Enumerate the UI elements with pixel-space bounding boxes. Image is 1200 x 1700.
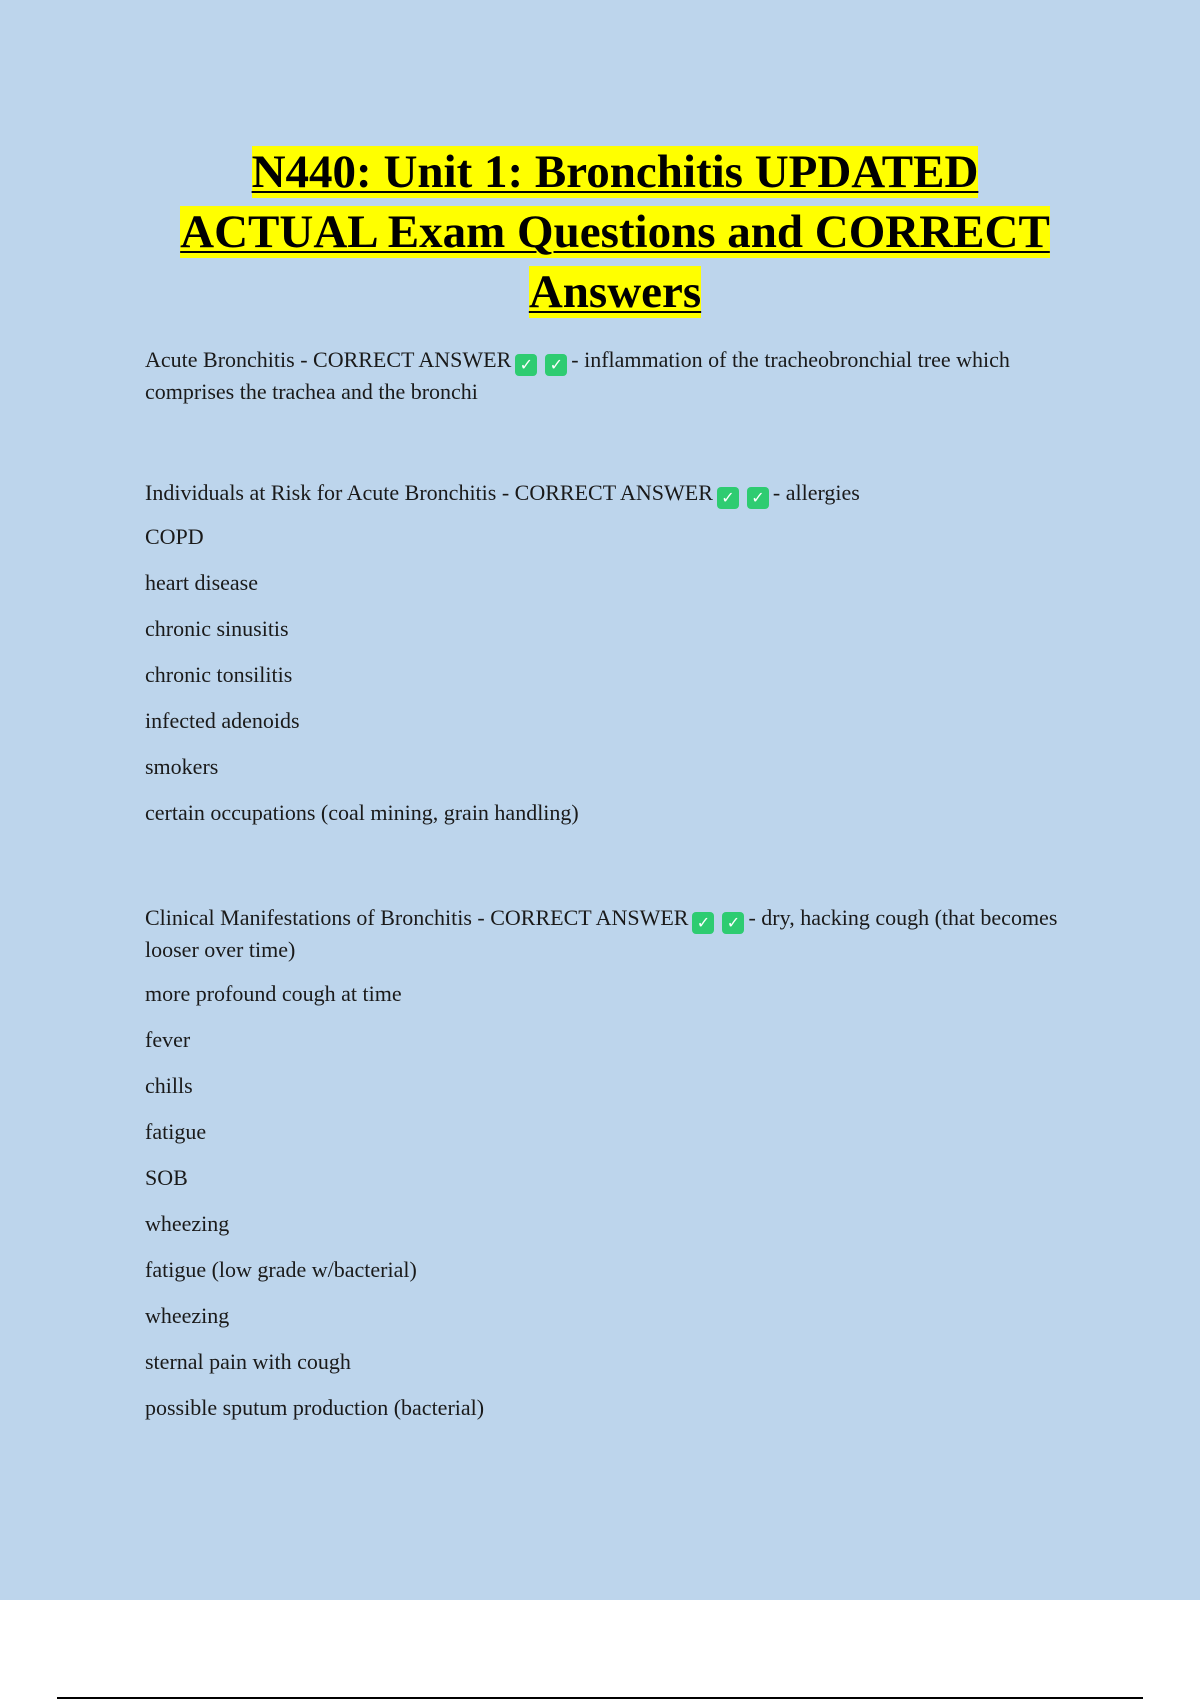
list-item: heart disease: [145, 570, 258, 595]
question-text: Acute Bronchitis - CORRECT ANSWER: [145, 347, 512, 372]
list-item: COPD: [145, 524, 204, 549]
check-mark-icon: ✓: [747, 487, 769, 509]
list-item: wheezing: [145, 1303, 230, 1328]
answer-text: - dry, hacking cough (that becomes looser over time): [145, 905, 1058, 962]
list-item: wheezing: [145, 1211, 230, 1236]
list-item: chills: [145, 1073, 193, 1098]
qa-section-risk-factors: [145, 477, 1075, 836]
qa-section-acute-bronchitis: [145, 344, 1075, 408]
list-item: infected adenoids: [145, 708, 300, 733]
list-item: fever: [145, 1027, 191, 1052]
check-mark-icon: ✓: [545, 354, 567, 376]
question-text: Individuals at Risk for Acute Bronchitis - CORRECT ANSWER: [145, 480, 713, 505]
check-mark-icon: ✓: [722, 912, 744, 934]
qa-section-clinical-manifestations: [145, 902, 1075, 1431]
list-item: certain occupations (coal mining, grain handling): [145, 800, 579, 825]
footer-divider: [57, 1697, 1143, 1699]
list-item: smokers: [145, 754, 219, 779]
list-item: chronic sinusitis: [145, 616, 289, 641]
list-item: SOB: [145, 1165, 188, 1190]
answer-text: - allergies: [772, 480, 860, 505]
answer-text: - inflammation of the tracheobronchial tree which comprises the trachea and the bronchi: [145, 347, 1010, 404]
question-text: Clinical Manifestations of Bronchitis - CORRECT ANSWER: [145, 905, 689, 930]
list-item: chronic tonsilitis: [145, 662, 293, 687]
qa-line: [145, 902, 1075, 966]
title-line-3: Answers: [528, 266, 702, 318]
list-item: more profound cough at time: [145, 981, 402, 1006]
check-mark-icon: ✓: [515, 354, 537, 376]
list-item: possible sputum production (bacterial): [145, 1395, 485, 1420]
list-item: fatigue (low grade w/bacterial): [145, 1257, 417, 1282]
check-mark-icon: ✓: [717, 487, 739, 509]
document-title: [140, 142, 1090, 322]
list-item: fatigue: [145, 1119, 207, 1144]
qa-line: [145, 344, 1075, 408]
qa-line: [145, 477, 1075, 509]
check-mark-icon: ✓: [692, 912, 714, 934]
title-line-2: ACTUAL Exam Questions and CORRECT: [180, 206, 1050, 258]
list-item: sternal pain with cough: [145, 1349, 351, 1374]
document-body: [145, 344, 1075, 1491]
title-line-1: N440: Unit 1: Bronchitis UPDATED: [251, 146, 979, 198]
